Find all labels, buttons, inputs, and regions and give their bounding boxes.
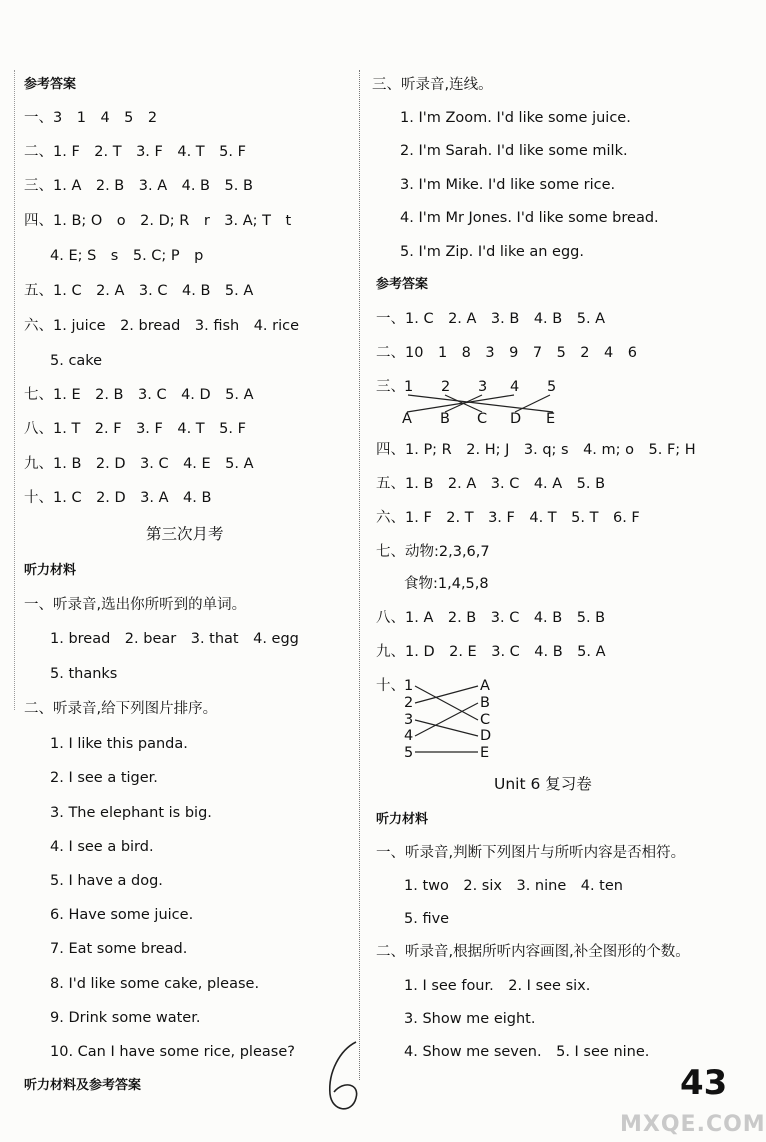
answer-line: 九、1. D 2. E 3. C 4. B 5. A [376,644,606,660]
question-line: 8. I'd like some cake, please. [50,976,260,992]
answer-line: 八、1. A 2. B 3. C 4. B 5. B [376,610,606,626]
answer-prefix: 十、 [376,678,405,694]
match-number: 5 [547,379,557,395]
answer-line: 食物:1,4,5,8 [404,576,489,592]
match-letter: B [480,695,490,711]
answer-line: 三、1. A 2. B 3. A 4. B 5. B [24,178,253,194]
question-line: 1. I'm Zoom. I'd like some juice. [400,110,631,126]
match-letter: C [480,712,491,728]
footer-label: 听力材料及参考答案 [24,1078,142,1093]
match-number: 5 [404,745,414,761]
match-letter: B [440,411,450,427]
question-heading: 一、听录音,判断下列图片与所听内容是否相符。 [376,845,686,861]
answer-line: 一、3 1 4 5 2 [24,110,158,126]
question-heading: 一、听录音,选出你所听到的单词。 [24,597,247,613]
answer-line: 四、1. B; O o 2. D; R r 3. A; T t [24,213,292,229]
question-line: 5. I'm Zip. I'd like an egg. [400,244,584,260]
question-line: 6. Have some juice. [50,907,194,923]
question-heading: 二、听录音,根据所听内容画图,补全图形的个数。 [376,944,690,960]
question-line: 1. I see four. 2. I see six. [404,978,591,994]
match-line [415,686,478,703]
question-line: 4. Show me seven. 5. I see nine. [404,1044,650,1060]
section-title: 第三次月考 [146,525,224,543]
answer-line: 六、1. F 2. T 3. F 4. T 5. T 6. F [376,510,640,526]
match-line [415,720,478,736]
question-line: 4. I see a bird. [50,839,154,855]
question-line: 5. thanks [50,666,118,682]
question-line: 10. Can I have some rice, please? [50,1044,295,1060]
question-line: 2. I see a tiger. [50,770,158,786]
match-number: 3 [478,379,488,395]
match-number: 2 [404,695,414,711]
answer-line: 四、1. P; R 2. H; J 3. q; s 4. m; o 5. F; H [376,442,696,458]
page-number: 43 [680,1063,728,1103]
answer-line: 4. E; S s 5. C; P p [50,248,204,264]
match-number: 4 [510,379,520,395]
answer-line: 二、10 1 8 3 9 7 5 2 4 6 [376,345,637,361]
match-number: 2 [441,379,451,395]
match-number: 1 [404,379,414,395]
answer-line: 九、1. B 2. D 3. C 4. E 5. A [24,456,254,472]
answer-line: 5. cake [50,353,103,369]
answers-title: 参考答案 [24,77,77,92]
question-line: 1. two 2. six 3. nine 4. ten [404,878,623,894]
unit-title: Unit 6 复习卷 [494,775,592,793]
answer-line: 二、1. F 2. T 3. F 4. T 5. F [24,144,246,160]
answer-line: 七、动物:2,3,6,7 [376,544,490,560]
question-line: 7. Eat some bread. [50,941,188,957]
answers-title: 参考答案 [376,277,429,292]
answer-line: 六、1. juice 2. bread 3. fish 4. rice [24,318,300,334]
question-line: 2. I'm Sarah. I'd like some milk. [400,143,628,159]
watermark: MXQE.COM [620,1112,766,1137]
listening-title: 听力材料 [24,563,77,578]
match-line [415,686,478,720]
match-letter: C [477,411,488,427]
question-line: 9. Drink some water. [50,1010,201,1026]
answer-line: 十、1. C 2. D 3. A 4. B [24,490,212,506]
answer-line: 八、1. T 2. F 3. F 4. T 5. F [24,421,246,437]
match-letter: E [480,745,490,761]
question-line: 3. Show me eight. [404,1011,536,1027]
answer-line: 七、1. E 2. B 3. C 4. D 5. A [24,387,254,403]
question-heading: 二、听录音,给下列图片排序。 [24,701,218,717]
answer-line: 一、1. C 2. A 3. B 4. B 5. A [376,311,606,327]
match-number: 1 [404,678,414,694]
question-line: 3. I'm Mike. I'd like some rice. [400,177,616,193]
match-letter: A [480,678,490,694]
question-heading: 三、听录音,连线。 [372,77,493,93]
match-letter: E [546,411,556,427]
match-letter: A [402,411,412,427]
answer-line: 五、1. B 2. A 3. C 4. A 5. B [376,476,606,492]
listening-title: 听力材料 [376,812,429,827]
match-number: 4 [404,728,414,744]
question-line: 1. bread 2. bear 3. that 4. egg [50,631,299,647]
match-letter: D [510,411,522,427]
match-letter: D [480,728,492,744]
question-line: 3. The elephant is big. [50,805,212,821]
question-line: 4. I'm Mr Jones. I'd like some bread. [400,210,659,226]
question-line: 5. five [404,911,450,927]
answer-line: 五、1. C 2. A 3. C 4. B 5. A [24,283,254,299]
question-line: 1. I like this panda. [50,736,188,752]
match-number: 3 [404,712,414,728]
match-line [415,703,478,736]
answer-prefix: 三、 [376,379,405,395]
question-line: 5. I have a dog. [50,873,163,889]
handwritten-scribble [318,1038,368,1118]
